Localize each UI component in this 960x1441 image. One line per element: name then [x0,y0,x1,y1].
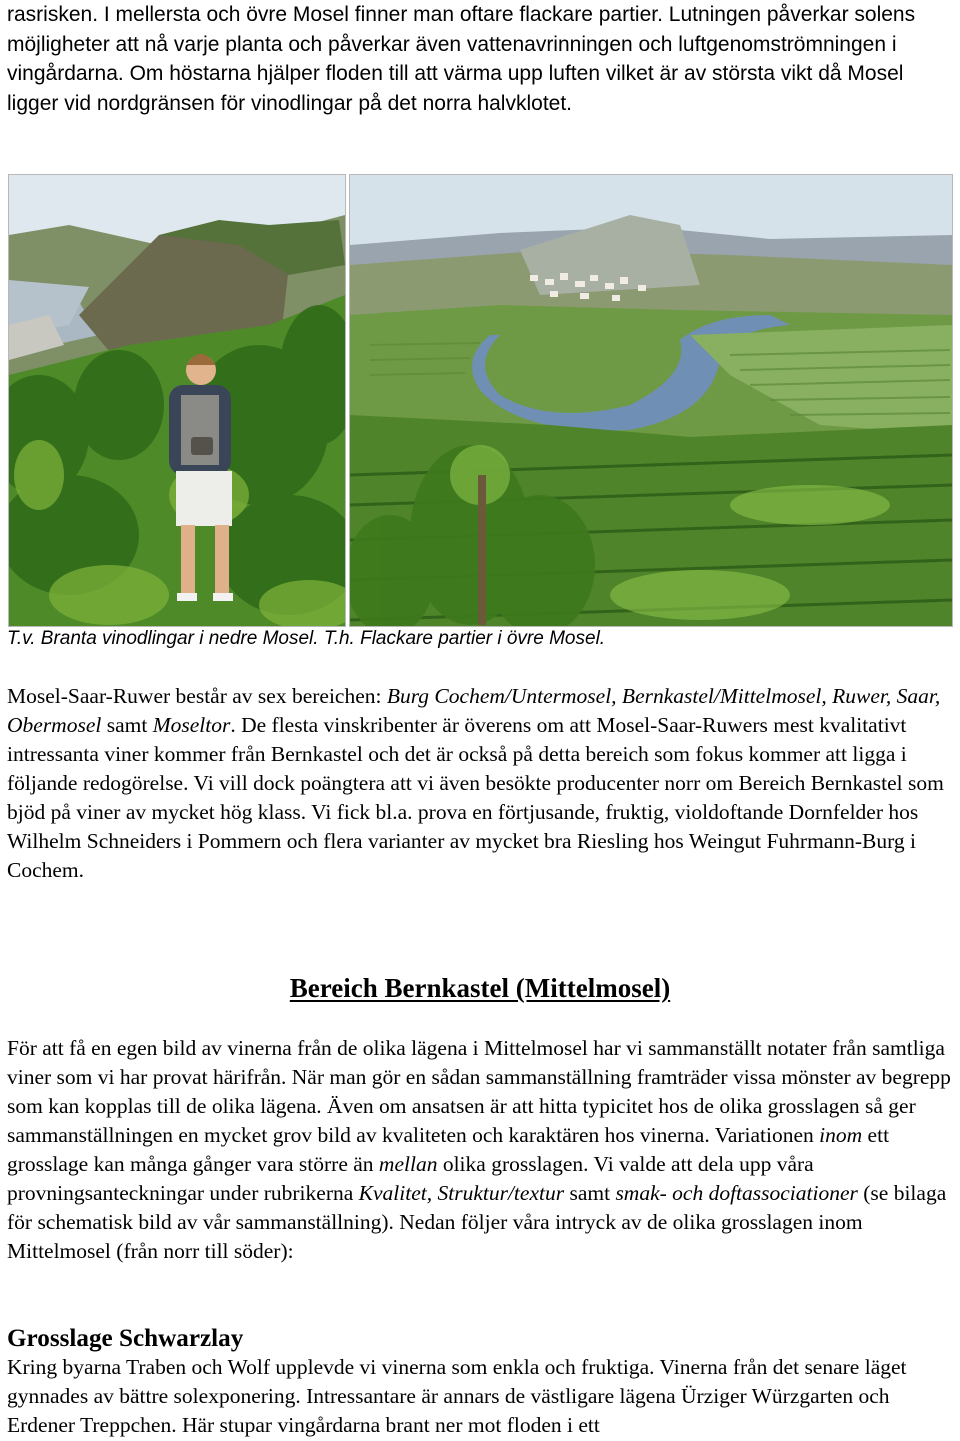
mittelmosel-text-4: samt [564,1181,616,1205]
emphasis-mellan: mellan [378,1152,438,1176]
intro-paragraph: rasrisken. I mellersta och övre Mosel finner man oftare flackare partier. Lutningen påverkar solens möjligheter att nå varje planta och påverkar även vattenavrinningen och luftgenomströmningen i vingårdarna. Om höstarna hjälper floden till att värma upp luften vilket är av största vikt då Mosel ligger vid nordgränsen för vinodlingar på det norra halvklotet. [7,3,916,115]
river-valley-photo [349,174,953,627]
mittelmosel-paragraph [7,1034,955,1266]
mittelmosel-text-3: olika grosslagen. Vi valde att dela upp våra provningsanteckningar under rubrikerna [7,1152,814,1205]
emphasis-smak: smak- och doftassociationer [615,1181,858,1205]
photo-caption: T.v. Branta vinodlingar i nedre Mosel. T.h. Flackare partier i övre Mosel. [7,628,606,649]
mittelmosel-text-1: För att få en egen bild av vinerna från de olika lägena i Mittelmosel har vi sammanställt notater från samtliga viner som vi har provat härifrån. När man gör en sådan sammanställning framträder vissa mönster av begrepp som kan kopplas till de olika lägena. Även om ansatsen är att hitta typicitet hos de olika grosslagen så ger sammanställningen en mycket grov bild av kvaliteten och karaktären hos vinerna. Variationen [7,1036,951,1147]
bereich-overview-paragraph [7,682,955,885]
section-heading-text: Bereich Bernkastel (Mittelmosel) [289,973,671,1003]
bereich-list: Burg Cochem/Untermosel, Bernkastel/Mittelmosel, Ruwer, Saar, Obermosel [7,684,941,737]
section-heading [0,971,960,1005]
emphasis-kvalitet: Kvalitet, Struktur/textur [358,1181,565,1205]
mittelmosel-text-5: (se bilaga för schematisk bild av vår sammanställning). Nedan följer våra intryck av de olika grosslagen inom Mittelmosel (från norr till söder): [7,1181,947,1263]
steep-vineyard-photo [8,174,346,627]
subsection-heading: Grosslage Schwarzlay [7,1325,244,1352]
bereich-rest: . De flesta vinskribenter är överens om att Mosel-Saar-Ruwers mest kvalitativt intressanta viner kommer från Bernkastel och det är också på detta bereich som fokus kommer att ligga i följande redogörelse. Vi vill dock poängtera att vi även besökte producenter norr om Bereich Bernkastel som bjöd på viner av mycket hög klass. Vi fick bl.a. prova en förtjusande, fruktig, violdoftande Dornfelder hos Wilhelm Schneiders i Pommern och flera varianter av mycket bra Riesling hos Weingut Fuhrmann-Burg i Cochem. [7,713,944,882]
bereich-lead: Mosel-Saar-Ruwer består av sex bereichen: [7,684,387,708]
emphasis-inom: inom [819,1123,863,1147]
schwarzlay-paragraph: Kring byarna Traben och Wolf upplevde vi vinerna som enkla och fruktiga. Vinerna från det senare läget gynnades av bättre solexponering. Intressantare är annars de västligare lägena Ürziger Würzgarten och Erdener Treppchen. Här stupar vingårdarna brant ner mot floden i ett [7,1355,907,1437]
last-bereich: Moseltor [152,713,231,737]
mittelmosel-text-2: ett grosslage kan många gånger vara större än [7,1123,890,1176]
and-word: samt [101,713,153,737]
